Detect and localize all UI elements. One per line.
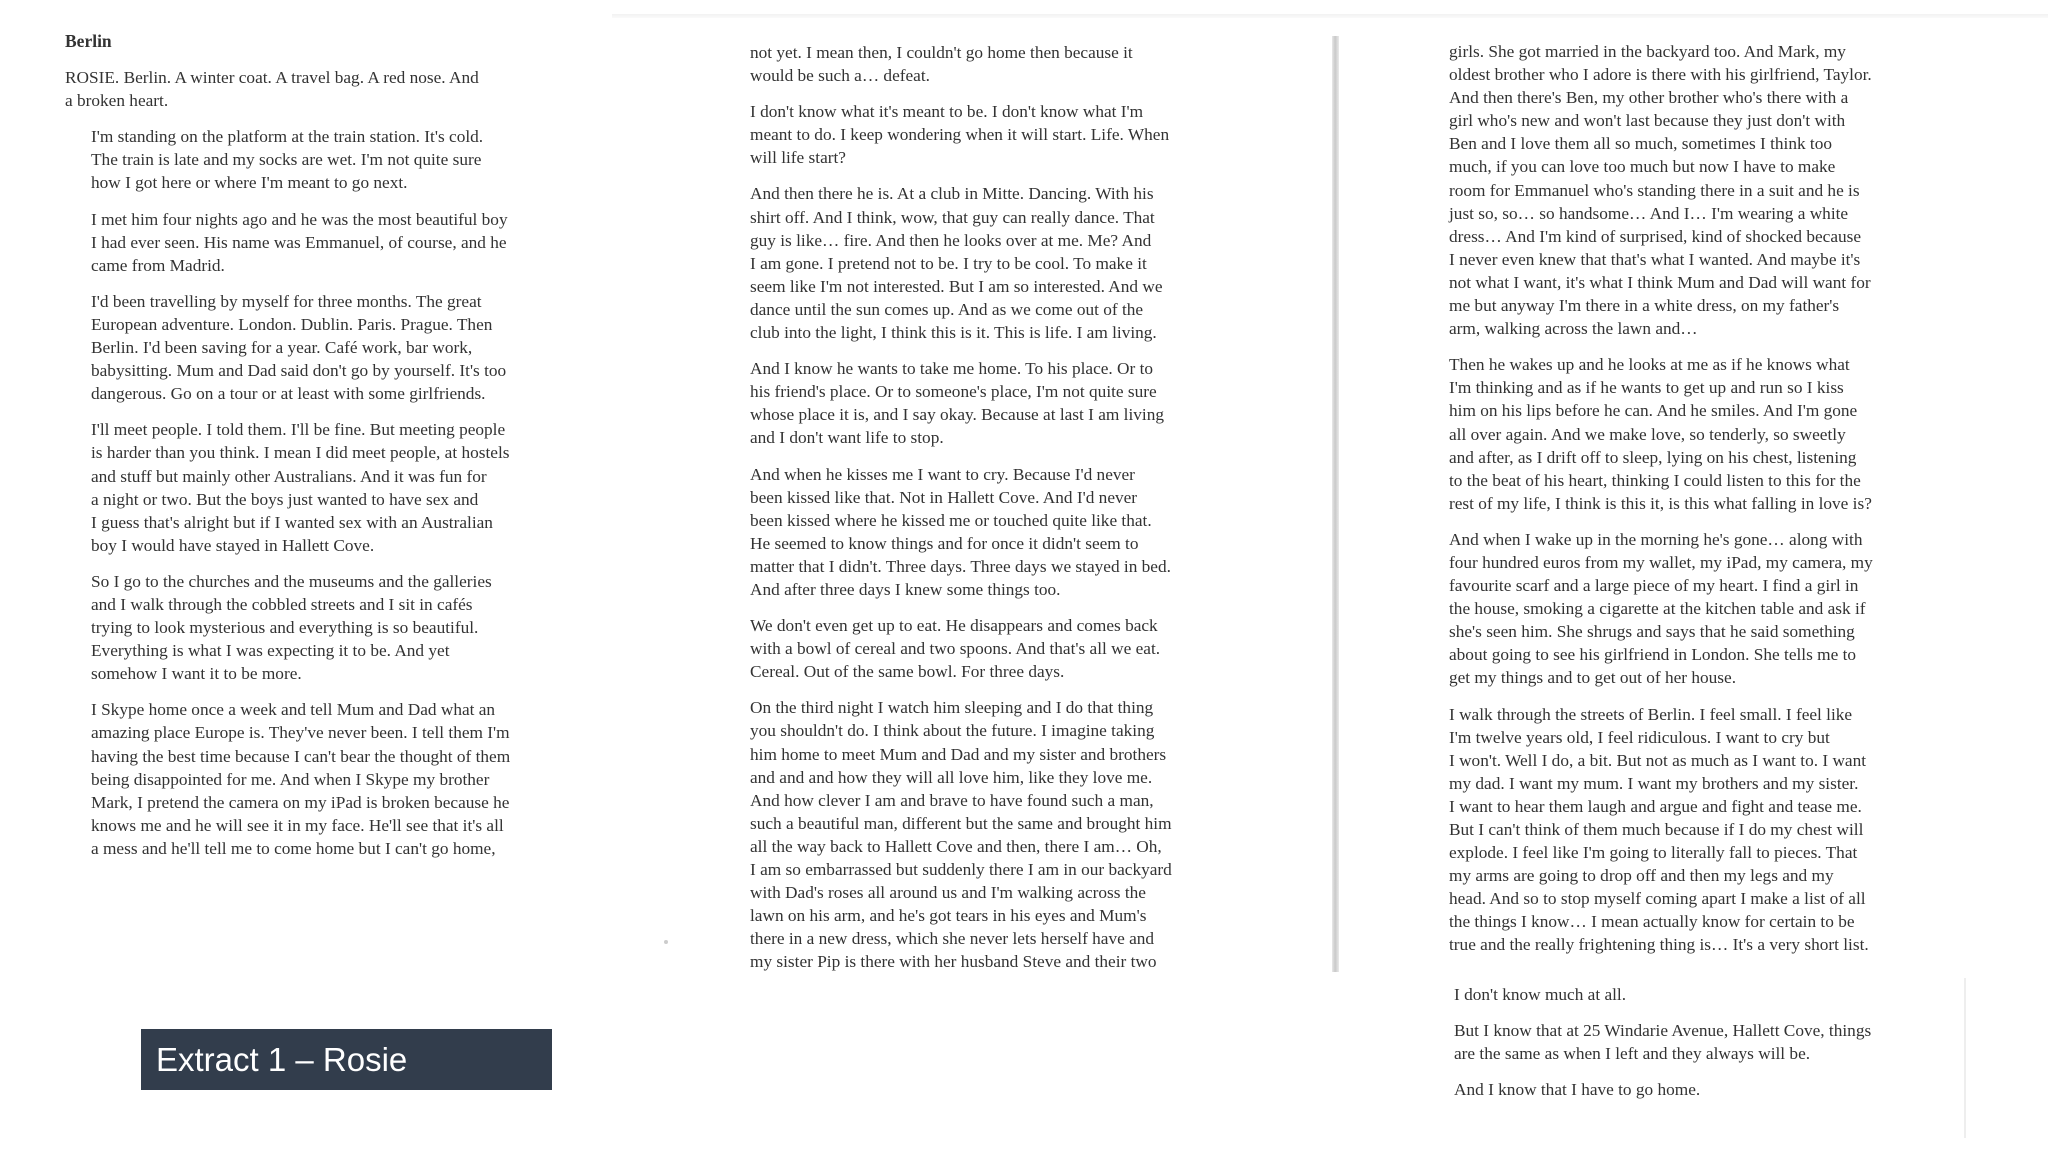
- text-line: shirt off. And I think, wow, that guy can really dance. That: [750, 207, 1155, 227]
- text-line: matter that I didn't. Three days. Three days we stayed in bed.: [750, 556, 1171, 576]
- text-line: my dad. I want my mum. I want my brothers and my sister.: [1449, 773, 1859, 793]
- text-line: We don't even get up to eat. He disappears and comes back: [750, 616, 1158, 636]
- text-line: I'll meet people. I told them. I'll be fine. But meeting people: [91, 420, 506, 440]
- paragraph: [65, 570, 613, 685]
- paragraph: [750, 614, 1250, 683]
- text-line: and after, as I drift off to sleep, lying on his chest, listening: [1449, 447, 1857, 467]
- text-line: And how clever I am and brave to have found such a man,: [750, 790, 1154, 810]
- text-line: I want to hear them laugh and argue and fight and tease me.: [1449, 796, 1862, 816]
- text-line: I met him four nights ago and he was the most beautiful boy: [91, 209, 508, 229]
- text-line: being disappointed for me. And when I Skype my brother: [91, 769, 490, 789]
- text-line: ROSIE. Berlin. A winter coat. A travel bag. A red nose. And: [65, 68, 479, 88]
- paragraph: [1454, 1078, 1954, 1101]
- text-line: I won't. Well I do, a bit. But not as much as I want to. I want: [1449, 750, 1867, 770]
- text-line: him home to meet Mum and Dad and my sister and brothers: [750, 744, 1167, 764]
- text-line: to the beat of his heart, thinking I could listen to this for the: [1449, 470, 1861, 490]
- text-line: I'm standing on the platform at the train station. It's cold.: [91, 127, 484, 147]
- text-line: girls. She got married in the backyard too. And Mark, my: [1449, 42, 1846, 61]
- text-line: will life start?: [750, 148, 846, 168]
- paragraph: [1454, 1019, 1954, 1065]
- text-line: all the way back to Hallett Cove and then, there I am… Oh,: [750, 836, 1162, 856]
- text-line: Berlin. I'd been saving for a year. Café work, bar work,: [91, 338, 473, 358]
- scan-speck: [664, 940, 668, 944]
- page-edge-line: [1964, 978, 1966, 1138]
- paragraph: [1449, 353, 1959, 515]
- text-line: amazing place Europe is. They've never been. I tell them I'm: [91, 723, 510, 743]
- text-line: And after three days I knew some things too.: [750, 579, 1061, 599]
- text-line: lawn on his arm, and he's got tears in his eyes and Mum's: [750, 906, 1147, 926]
- page-edge-shadow: [612, 14, 2048, 18]
- text-line: I'd been travelling by myself for three months. The great: [91, 291, 482, 311]
- paragraph: [65, 290, 613, 405]
- text-line: I'm thinking and as if he wants to get up and run so I kiss: [1449, 378, 1844, 398]
- text-line: favourite scarf and a large piece of my heart. I find a girl in: [1449, 576, 1859, 596]
- text-line: with Dad's roses all around us and I'm walking across the: [750, 883, 1146, 903]
- text-line: came from Madrid.: [91, 255, 225, 275]
- text-line: would be such a… defeat.: [750, 66, 930, 86]
- text-line: four hundred euros from my wallet, my iPad, my camera, my: [1449, 552, 1873, 572]
- text-line: with a bowl of cereal and two spoons. And that's all we eat.: [750, 639, 1161, 659]
- text-line: But I can't think of them much because if I do my chest will: [1449, 820, 1864, 839]
- text-line: and I walk through the cobbled streets and I sit in cafés: [91, 594, 473, 614]
- paragraph: [65, 208, 613, 277]
- text-line: Cereal. Out of the same bowl. For three days.: [750, 662, 1065, 682]
- text-line: all over again. And we make love, so tenderly, so sweetly: [1449, 424, 1846, 444]
- text-line: girl who's new and won't last because they just don't with: [1449, 111, 1846, 131]
- text-line: true and the really frightening thing is… It's a very short list.: [1449, 935, 1869, 955]
- text-line: somehow I want it to be more.: [91, 664, 302, 684]
- paragraph: [1449, 528, 1959, 690]
- text-line: not what I want, it's what I think Mum and Dad will want for: [1449, 272, 1871, 292]
- text-line: I am gone. I pretend not to be. I try to be cool. To make it: [750, 253, 1147, 273]
- text-column-1: [65, 30, 613, 930]
- text-line: But I know that at 25 Windarie Avenue, Hallett Cove, things: [1454, 1021, 1872, 1041]
- text-line: boy I would have stayed in Hallett Cove.: [91, 535, 375, 555]
- text-line: the things I know… I mean actually know for certain to be: [1449, 912, 1855, 932]
- text-line: The train is late and my socks are wet. I'm not quite sure: [91, 150, 482, 170]
- paragraph: [65, 66, 613, 112]
- paragraph: [65, 125, 613, 194]
- text-line: she's seen him. She shrugs and says that he said something: [1449, 622, 1855, 642]
- page-fold-shadow: [1332, 36, 1339, 972]
- text-line: babysitting. Mum and Dad said don't go by yourself. It's too: [91, 361, 507, 381]
- text-line: I never even knew that that's what I wanted. And maybe it's: [1449, 249, 1861, 269]
- text-line: And I know he wants to take me home. To his place. Or to: [750, 359, 1154, 379]
- text-line: head. And so to stop myself coming apart I make a list of all: [1449, 889, 1866, 909]
- text-line: I don't know what it's meant to be. I don't know what I'm: [750, 102, 1144, 122]
- extract-caption: Extract 1 – Rosie: [141, 1029, 552, 1090]
- text-line: a broken heart.: [65, 91, 169, 111]
- text-line: So I go to the churches and the museums and the galleries: [91, 571, 492, 591]
- text-line: European adventure. London. Dublin. Paris. Prague. Then: [91, 314, 493, 334]
- text-line: whose place it is, and I say okay. Because at last I am living: [750, 405, 1164, 425]
- text-line: club into the light, I think this is it. This is life. I am living.: [750, 323, 1157, 343]
- text-line: a mess and he'll tell me to come home but I can't go home,: [91, 838, 496, 858]
- text-line: such a beautiful man, different but the same and brought him: [750, 813, 1172, 833]
- text-line: Then he wakes up and he looks at me as if he knows what: [1449, 355, 1850, 375]
- text-line: dance until the sun comes up. And as we come out of the: [750, 299, 1144, 319]
- text-line: I'm twelve years old, I feel ridiculous. I want to cry but: [1449, 727, 1830, 747]
- text-line: been kissed where he kissed me or touched quite like that.: [750, 510, 1152, 530]
- text-line: I Skype home once a week and tell Mum and Dad what an: [91, 700, 496, 720]
- text-line: room for Emmanuel who's standing there in a suit and he is: [1449, 180, 1860, 200]
- text-line: get my things and to get out of her house.: [1449, 668, 1737, 688]
- text-line: Ben and I love them all so much, sometimes I think too: [1449, 134, 1833, 154]
- paragraph: [750, 100, 1250, 169]
- text-line: I am so embarrassed but suddenly there I am in our backyard: [750, 860, 1172, 879]
- paragraph: [1449, 40, 1959, 340]
- paragraph: [750, 182, 1250, 344]
- text-line: And then there's Ben, my other brother who's there with a: [1449, 88, 1849, 108]
- text-line: him on his lips before he can. And he smiles. And I'm gone: [1449, 401, 1858, 421]
- paragraph: [750, 463, 1250, 602]
- text-line: a night or two. But the boys just wanted to have sex and: [91, 489, 479, 509]
- paragraph: [1449, 703, 1959, 957]
- text-line: my arms are going to drop off and then my legs and my: [1449, 866, 1834, 886]
- text-line: knows me and he will see it in my face. He'll see that it's all: [91, 815, 504, 835]
- text-line: And then there he is. At a club in Mitte. Dancing. With his: [750, 184, 1154, 204]
- text-line: rest of my life, I think is this it, is this what falling in love is?: [1449, 493, 1872, 513]
- text-line: arm, walking across the lawn and…: [1449, 319, 1698, 339]
- text-line: Mark, I pretend the camera on my iPad is broken because he: [91, 792, 510, 812]
- text-line: seem like I'm not interested. But I am so interested. And we: [750, 276, 1163, 296]
- text-line: his friend's place. Or to someone's place, I'm not quite sure: [750, 382, 1157, 402]
- text-line: On the third night I watch him sleeping and I do that thing: [750, 698, 1154, 718]
- text-line: are the same as when I left and they always will be.: [1454, 1044, 1811, 1064]
- text-column-2: [750, 41, 1250, 986]
- text-column-3: [1449, 40, 1959, 970]
- paragraph: [750, 357, 1250, 449]
- text-line: my sister Pip is there with her husband Steve and their two: [750, 952, 1157, 972]
- text-line: I guess that's alright but if I wanted sex with an Australian: [91, 512, 493, 532]
- text-line: and I don't want life to stop.: [750, 428, 944, 448]
- text-line: not yet. I mean then, I couldn't go home then because it: [750, 43, 1133, 62]
- scene-heading: Berlin: [65, 31, 112, 51]
- text-line: having the best time because I can't bear the thought of them: [91, 746, 511, 766]
- text-line: I had ever seen. His name was Emmanuel, of course, and he: [91, 232, 507, 252]
- column-1-body: [65, 66, 613, 860]
- text-line: And when he kisses me I want to cry. Because I'd never: [750, 464, 1135, 484]
- text-line: how I got here or where I'm meant to go next.: [91, 173, 408, 193]
- text-line: and stuff but mainly other Australians. And it was fun for: [91, 466, 487, 486]
- text-line: is harder than you think. I mean I did meet people, at hostels: [91, 443, 510, 463]
- text-line: explode. I feel like I'm going to literally fall to pieces. That: [1449, 843, 1858, 863]
- text-line: oldest brother who I adore is there with his girlfriend, Taylor.: [1449, 65, 1872, 85]
- paragraph: [750, 41, 1250, 87]
- paragraph: [750, 696, 1250, 973]
- text-line: guy is like… fire. And then he looks over at me. Me? And: [750, 230, 1152, 250]
- text-line: me but anyway I'm there in a white dress, on my father's: [1449, 296, 1840, 316]
- text-column-3-ending: [1454, 983, 1954, 1114]
- text-line: the house, smoking a cigarette at the kitchen table and ask if: [1449, 599, 1866, 619]
- text-line: dangerous. Go on a tour or at least with some girlfriends.: [91, 384, 486, 404]
- text-line: you shouldn't do. I think about the future. I imagine taking: [750, 721, 1155, 741]
- text-line: I walk through the streets of Berlin. I feel small. I feel like: [1449, 704, 1853, 724]
- text-line: been kissed like that. Not in Hallett Cove. And I'd never: [750, 487, 1138, 507]
- paragraph: [1454, 983, 1954, 1006]
- paragraph: [65, 418, 613, 557]
- text-line: dress… And I'm kind of surprised, kind of shocked because: [1449, 226, 1862, 246]
- text-line: And I know that I have to go home.: [1454, 1080, 1701, 1100]
- text-line: much, if you can love too much but now I have to make: [1449, 157, 1836, 177]
- text-line: I don't know much at all.: [1454, 985, 1627, 1004]
- text-line: meant to do. I keep wondering when it will start. Life. When: [750, 125, 1170, 145]
- text-line: He seemed to know things and for once it didn't seem to: [750, 533, 1139, 553]
- text-line: just so, so… so handsome… And I… I'm wearing a white: [1449, 203, 1849, 223]
- paragraph: [65, 698, 613, 860]
- text-line: trying to look mysterious and everything is so beautiful.: [91, 618, 479, 638]
- text-line: Everything is what I was expecting it to be. And yet: [91, 641, 450, 661]
- text-line: And when I wake up in the morning he's gone… along with: [1449, 529, 1863, 549]
- text-line: and and and how they will all love him, like they love me.: [750, 767, 1153, 787]
- text-line: there in a new dress, which she never lets herself have and: [750, 929, 1155, 949]
- text-line: about going to see his girlfriend in London. She tells me to: [1449, 645, 1857, 665]
